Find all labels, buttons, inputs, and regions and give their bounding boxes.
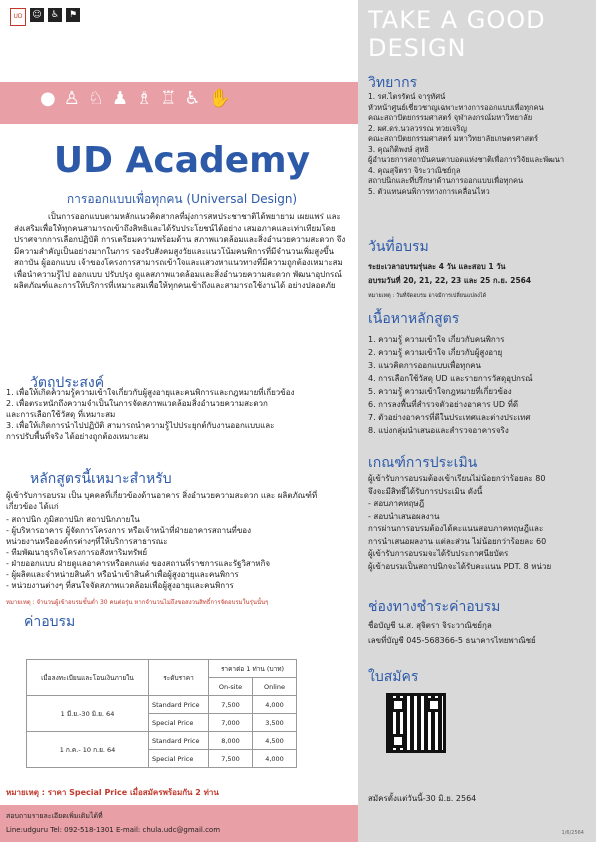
list-item: - สถาปนิก ภูมิสถาปนิก สถาปนิกภายใน: [6, 515, 140, 524]
list-item: - สอบภาคทฤษฎี: [368, 499, 425, 508]
objectives-heading: วัตถุประสงค์: [30, 375, 105, 391]
elderly-icon: ♘: [87, 88, 104, 109]
list-item: 3. แนวคิดการออกแบบเพื่อทุกคน: [368, 361, 481, 370]
table-header-online: Online: [253, 678, 297, 696]
list-item: - สอบนำเสนอผลงาน: [368, 511, 440, 521]
table-header-period: เมื่อลงทะเบียนและโอนเงินภายใน: [27, 660, 149, 696]
list-item: ผู้เข้ารับการอบรมจะได้รับประกาศนียบัตร: [368, 549, 509, 558]
date-days: อบรมวันที่ 20, 21, 22, 23 และ 25 ก.ย. 2564: [368, 276, 532, 285]
list-item: การผ่านการอบรมต้องได้คะแนนสอบภาคทฤษฎีและ: [368, 524, 544, 533]
list-item: ผู้เข้ารับการอบรมต้องเข้าเรียนไม่น้อยกว่าร้อยละ 80: [368, 474, 546, 483]
page-subtitle: การออกแบบเพื่อทุกคน (Universal Design): [66, 192, 298, 206]
fees-heading: ค่าอบรม: [24, 614, 76, 630]
table-cell: Special Price: [149, 750, 209, 768]
list-item: - หน่วยงานต่างๆ ที่สนใจจัดสภาพแวดล้อมเพื่อผู้สูงอายุและคนพิการ: [6, 581, 234, 590]
table-cell: 8,000: [209, 732, 253, 750]
audience-lead: ผู้เข้ารับการอบรม เป็น บุคคลที่เกี่ยวข้องด้านอาคาร สิ่งอำนวยความสะดวก และ ผลิตภัณฑ์ที่เกี่ยวข้อง ได้แก่: [6, 491, 318, 511]
parent-icon: ♗: [136, 88, 153, 109]
date-heading: วันที่อบรม: [368, 239, 429, 255]
list-item: คณะสถาปัตยกรรมศาสตร์ จุฬาลงกรณ์มหาวิทยาลัย: [368, 113, 533, 122]
family-icon: ⚑: [66, 8, 80, 22]
table-row: [27, 696, 297, 714]
audience-heading: หลักสูตรนี้เหมาะสำหรับ: [30, 471, 172, 487]
list-item: 5. ความรู้ ความเข้าใจกฎหมายที่เกี่ยวข้อง: [368, 387, 512, 396]
content-list: [368, 333, 592, 437]
list-item: ผู้เข้าอบรมเป็นสถาปนิกจะได้รับคะแนน PDT. 8 หน่วย: [368, 561, 552, 571]
table-cell: 4,500: [253, 732, 297, 750]
list-item: 1. เพื่อให้เกิดความรู้ความเข้าใจเกี่ยวกับผู้สูงอายุและคนพิการและกฎหมายที่เกี่ยวข้อง: [6, 388, 295, 397]
logo-row: [10, 8, 80, 26]
table-cell: 1 มี.ย.-30 มิ.ย. 64: [27, 696, 149, 732]
objectives-list: [6, 387, 294, 442]
table-cell: Standard Price: [149, 696, 209, 714]
list-item: 2. ผศ.ดร.นวลวรรณ ทวยเจริญ: [368, 123, 467, 133]
sign-language-icon: ✋: [208, 88, 231, 109]
list-item: 7. ตัวอย่างอาคารที่ดีในประเทศและต่างประเทศ: [368, 413, 531, 422]
qr-finder: [391, 734, 405, 748]
list-item: จึงจะมีสิทธิ์ได้รับการประเมิน ดังนี้: [368, 486, 483, 496]
speakers-list: [368, 92, 592, 197]
intro-paragraph: เป็นการออกแบบตามหลักแนวคิดสากลที่มุ่งการสหประชาชาติได้พยายาม เผยแพร่ และส่งเสริมเพื่อให้ทุกคนสามารถเข้าถึงสิทธิและได้รับประโยชน์ได้อย่าง เสมอภาคและเท่าเทียมโดยปราศจากการเลือกปฏิบัติ การเตรียมความพร้อมด้าน สภาพแวดล้อมและสิ่งอำนวยความสะดวก จึงมีความสำคัญเป็นอย่างมากในการ รองรับสังคมสูงวัยและแนวโน้มคนพิการที่มีจำนวนเพิ่มสูงขึ้น สถาบัน ผู้ออกแบบ เจ้าของโครงการสามารถเข้าใจและแสวงหาแนวทางที่มีความถูกต้องเหมาะสม เพื่อนำความรู้ไป ออกแบบ ปรับปรุง ดูแลสภาพแวดล้อมและสิ่งอำนวยความสะดวก พัฒนาอุปกรณ์ ผลิตภัณฑ์และการให้บริการที่เหมาะสมเพื่อให้ทุกคนเข้าถึงและสามารถใช้งานได้ อย่างปลอดภัย: [14, 212, 346, 290]
payment-account-number: เลขที่บัญชี 045-568366-5 ธนาคารไทยพาณิชย์: [368, 636, 536, 645]
payment-heading: ช่องทางชำระค่าอบรม: [368, 599, 501, 615]
list-item: การนำเสนอผลงาน แต่ละส่วน ไม่น้อยกว่าร้อยละ 60: [368, 536, 547, 546]
list-item: 3. คุณกิติพงษ์ สุทธิ: [368, 144, 429, 154]
table-cell: Standard Price: [149, 732, 209, 750]
elderly-icon: ☺: [30, 8, 44, 22]
list-item: สถาปนิกและที่ปรึกษาด้านการออกแบบเพื่อทุกคน: [368, 176, 524, 185]
list-item: และการเลือกใช้วัสดุ ที่เหมาะสม: [6, 410, 116, 419]
pictogram-row: [40, 88, 231, 109]
speakers-heading: วิทยากร: [368, 75, 418, 91]
list-item: 8. แบ่งกลุ่มนำเสนอและสำรวจอาคารจริง: [368, 426, 509, 435]
list-item: 4. คุณสุจิตรา จิระวาณิชย์กุล: [368, 165, 461, 175]
payment-account-name: ชื่อบัญชี น.ส. สุจิตรา จิระวาณิชย์กุล: [368, 621, 492, 630]
table-cell: 4,000: [253, 750, 297, 768]
list-item: คณะสถาปัตยกรรมศาสตร์ มหาวิทยาลัยเกษตรศาสตร์: [368, 134, 538, 143]
date-duration: ระยะเวลาอบรมรุ่นละ 4 วัน และสอบ 1 วัน: [368, 262, 506, 271]
table-cell: 1 ก.ค.- 10 ก.ย. 64: [27, 732, 149, 768]
list-item: 1. รศ.ไตรรัตน์ จารุทัศน์: [368, 92, 446, 101]
table-cell: 4,000: [253, 696, 297, 714]
table-cell: 7,500: [209, 750, 253, 768]
pregnant-icon: ♟: [112, 88, 129, 109]
audience-note: หมายเหตุ : จำนวนผู้เข้าอบรมขั้นต่ำ 30 คนต่อรุ่น หากจำนวนไม่ถึงขอสงวนสิทธิ์การจัดอบรมในรุ่นนั้นๆ: [6, 599, 269, 606]
ud-logo-text: UD: [13, 13, 23, 20]
list-item: 1. ความรู้ ความเข้าใจ เกี่ยวกับคนพิการ: [368, 335, 505, 344]
list-item: 6. การลงพื้นที่สำรวจตัวอย่างอาคาร UD ที่ดี: [368, 400, 519, 409]
criteria-list: [368, 473, 592, 573]
qr-finder: [427, 698, 441, 712]
list-item: 4. การเลือกใช้วัสดุ UD และรายการวัสดุอุปกรณ์: [368, 374, 533, 383]
table-cell: 3,500: [253, 714, 297, 732]
ud-logo: [10, 8, 26, 26]
list-item: 2. เพื่อตระหนักถึงความจำเป็นในการจัดสภาพแวดล้อมสิ่งอำนวยความสะดวก: [6, 399, 268, 408]
list-item: 2. ความรู้ ความเข้าใจ เกี่ยวกับผู้สูงอายุ: [368, 348, 503, 357]
tagline-line1: TAKE A GOOD: [368, 6, 546, 34]
baby-icon: ●: [40, 88, 56, 109]
list-item: - ฝ่ายออกแบบ ฝ่ายดูแลอาคารหรือตกแต่ง ของสถานที่ราชการและรัฐวิสาหกิจ: [6, 559, 271, 568]
apply-heading: ใบสมัคร: [368, 669, 419, 685]
price-note: หมายเหตุ : ราคา Special Price เมื่อสมัครพร้อมกัน 2 ท่าน: [6, 788, 219, 797]
list-item: - ผู้บริหารอาคาร ผู้จัดการโครงการ หรือเจ้าหน้าที่ฝ่ายอาคารสถานที่ของ: [6, 526, 252, 535]
page-title: UD Academy: [53, 140, 311, 181]
contact-footer: [0, 805, 358, 842]
table-row: [27, 732, 297, 750]
blind-icon: ♖: [160, 88, 177, 109]
table-header-price: ราคาต่อ 1 ท่าน (บาท): [209, 660, 297, 678]
wheelchair-icon: ♿: [184, 88, 201, 109]
tagline-line2: DESIGN: [368, 34, 467, 62]
content-heading: เนื้อหาหลักสูตร: [368, 311, 460, 327]
right-column: [358, 0, 596, 842]
list-item: ผู้อำนวยการสถาบันคนตาบอดแห่งชาติเพื่อการวิจัยและพัฒนา: [368, 155, 565, 164]
table-cell: Special Price: [149, 714, 209, 732]
list-item: - ทีมพัฒนาธุรกิจโครงการอสังหาริมทรัพย์: [6, 548, 148, 557]
list-item: - ผู้ผลิตและจำหน่ายสินค้า หรือนำเข้าสินค้าเพื่อผู้สูงอายุและคนพิการ: [6, 570, 239, 579]
list-item: 5. ตัวแทนคนพิการทางการเคลื่อนไหว: [368, 186, 490, 196]
date-note: หมายเหตุ : วันที่จัดอบรม อาจมีการเปลี่ยนแปลงได้: [368, 293, 487, 299]
table-cell: 7,000: [209, 714, 253, 732]
criteria-heading: เกณฑ์การประเมิน: [368, 455, 478, 471]
child-icon: ♙: [63, 88, 80, 109]
wheelchair-icon: ♿: [48, 8, 62, 22]
table-cell: 7,500: [209, 696, 253, 714]
contact-details: Line:udguru Tel: 092-518-1301 E-mail: chula.udc@gmail.com: [6, 826, 221, 834]
list-item: การปรับพื้นที่จริง ได้อย่างถูกต้องเหมาะสม: [6, 432, 149, 441]
print-date: 1/6/2564: [561, 830, 584, 836]
qr-code[interactable]: [386, 693, 446, 753]
audience-list: [6, 514, 270, 591]
table-header-onsite: On-site: [209, 678, 253, 696]
apply-deadline: สมัครตั้งแต่วันนี้-30 มิ.ย. 2564: [368, 794, 477, 803]
table-header-type: ระดับราคา: [149, 660, 209, 696]
qr-finder: [391, 698, 405, 712]
fee-table: [26, 659, 297, 768]
contact-heading: สอบถามรายละเอียดเพิ่มเติมได้ที่: [6, 812, 103, 820]
list-item: 3. เพื่อให้เกิดการนำไปปฏิบัติ สามารถนำความรู้ไปประยุกต์กับงานออกแบบและ: [6, 421, 275, 430]
list-item: หัวหน้าศูนย์เชี่ยวชาญเฉพาะทางการออกแบบเพื่อทุกคน: [368, 102, 544, 112]
list-item: หน่วยงานหรือองค์กรต่างๆที่ให้บริการสาธารณะ: [6, 537, 168, 546]
